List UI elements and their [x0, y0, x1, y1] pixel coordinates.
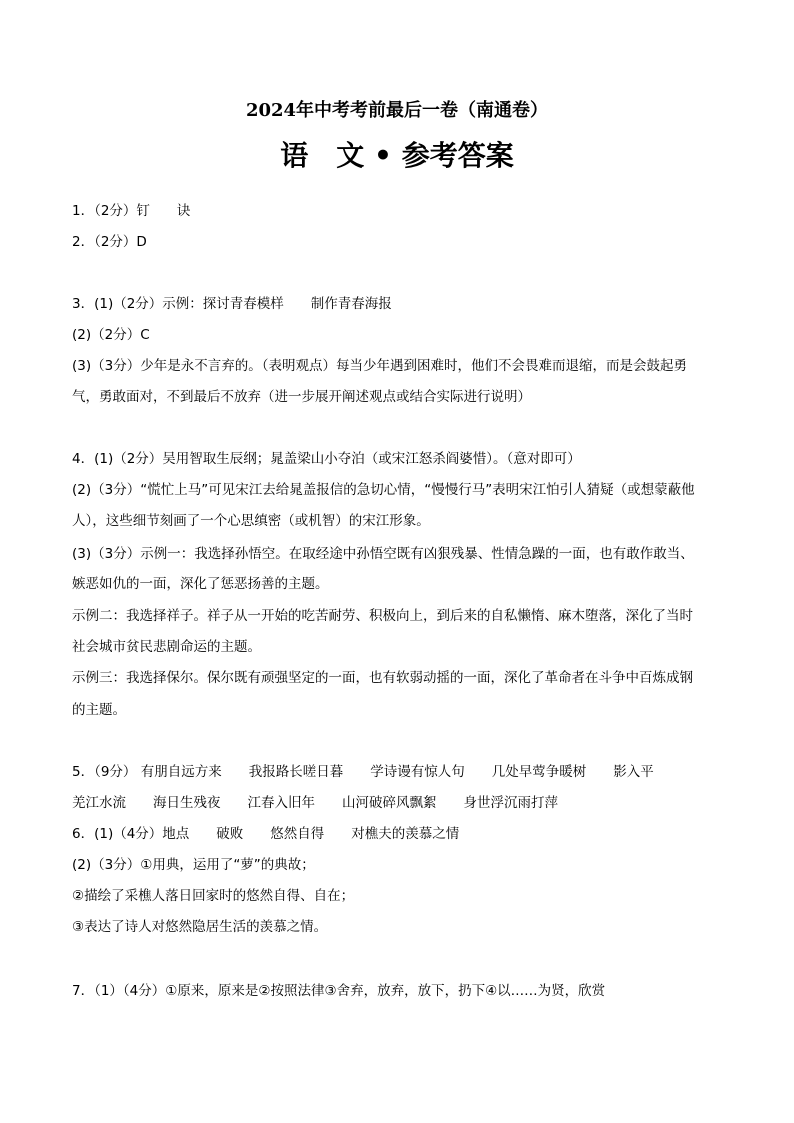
- answer-line-q5b: 羌江水流 海日生残夜 江春入旧年 山河破碎风飘絮 身世浮沉雨打萍: [72, 795, 558, 811]
- answer-line-q4-3a: (3)（3分）示例一：我选择孙悟空。在取经途中孙悟空既有凶狠残暴、性情急躁的一面，也有敢作敢当、: [72, 546, 694, 562]
- answer-line-q2: 2．（2分）D: [72, 234, 147, 250]
- answer-line-q5a: 5．（9分） 有朋自远方来 我报路长嗟日暮 学诗谩有惊人句 几处早莺争暖树 影入平: [72, 764, 654, 780]
- answer-line-q6-2a: (2)（3分）①用典，运用了“萝”的典故；: [72, 857, 315, 873]
- answer-line-q4-1: 4．(1)（2分）吴用智取生辰纲；晁盖梁山小夺泊（或宋江怒杀阎婆惜）。（意对即可）: [72, 451, 581, 467]
- answer-line-q3-2: (2)（2分）C: [72, 327, 150, 343]
- answer-line-q4-2b: 人），这些细节刻画了一个心思缜密（或机智）的宋江形象。: [72, 513, 430, 529]
- answer-line-q4-3f: 的主题。: [72, 702, 126, 718]
- answer-line-q3-1: 3．(1)（2分）示例：探讨青春模样 制作青春海报: [72, 296, 392, 312]
- answer-line-q3-3a: (3)（3分）少年是永不言弃的。（表明观点）每当少年遇到困难时，他们不会畏难而退缩，而是会鼓起勇: [72, 358, 687, 374]
- answer-line-q7: 7．（1）（4分）①原来，原来是②按照法律③舍弃，放弃，放下，扔下④以……为贤，欣赏: [72, 983, 606, 999]
- answer-line-q4-3c: 示例二：我选择祥子。祥子从一开始的吃苦耐劳、积极向上，到后来的自私懒惰、麻木堕落，深化了当时: [72, 608, 693, 624]
- answer-line-q4-2a: (2)（3分）“慌忙上马”可见宋江去给晁盖报信的急切心情，“慢慢行马”表明宋江怕引人猜疑（或想蒙蔽他: [72, 482, 695, 498]
- answer-line-q4-3e: 示例三：我选择保尔。保尔既有顽强坚定的一面，也有软弱动摇的一面，深化了革命者在斗争中百炼成钢: [72, 670, 693, 686]
- answer-line-q1: 1．（2分）钉 诀: [72, 203, 191, 219]
- answer-line-q6-1: 6．(1)（4分）地点 破败 悠然自得 对樵夫的羡慕之情: [72, 826, 460, 842]
- exam-title: 2024年中考考前最后一卷（南通卷）: [245, 100, 549, 121]
- answer-line-q6-2c: ③表达了诗人对悠然隐居生活的羡慕之情。: [72, 919, 328, 935]
- answer-line-q4-3b: 嫉恶如仇的一面，深化了惩恶扬善的主题。: [72, 576, 329, 592]
- answer-line-q4-3d: 社会城市贫民悲剧命运的主题。: [72, 639, 261, 655]
- answer-line-q3-3b: 气，勇敢面对，不到最后不放弃（进一步展开阐述观点或结合实际进行说明）: [72, 389, 531, 405]
- answer-line-q6-2b: ②描绘了采樵人落日回家时的悠然自得、自在；: [72, 888, 355, 904]
- page-title: 语 文 • 参考答案: [280, 139, 514, 172]
